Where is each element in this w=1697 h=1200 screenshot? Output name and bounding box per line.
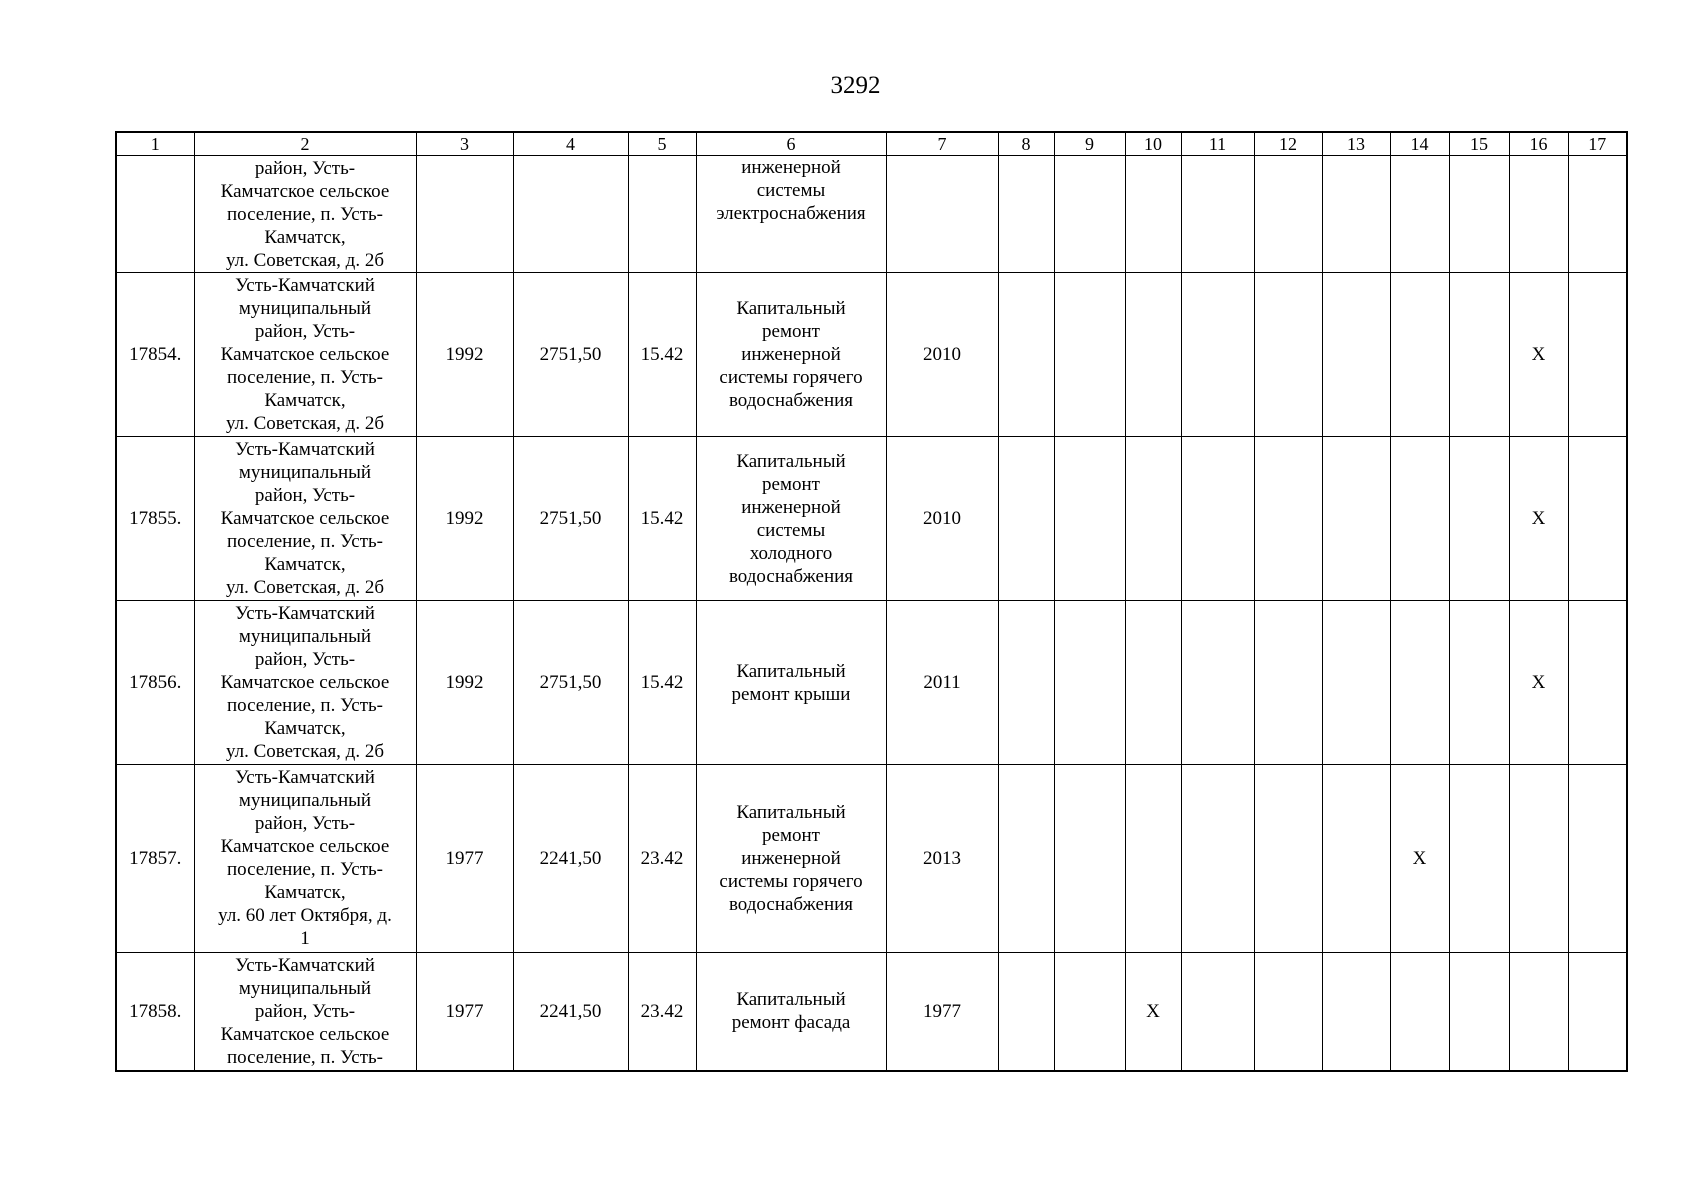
total-area: 2241,50	[513, 953, 628, 1071]
column-header-16: 16	[1509, 132, 1568, 156]
mark-col-14	[1390, 273, 1449, 437]
mark-col-12	[1254, 156, 1322, 273]
work-type-line: инженерной	[741, 848, 841, 869]
plan-year	[886, 156, 998, 273]
object-address-line: Камчатское сельское	[220, 508, 390, 529]
mark-col-11	[1181, 437, 1254, 601]
object-address-line: 1	[300, 928, 310, 949]
work-type-line: Капитальный	[736, 660, 846, 682]
column-header-2: 2	[194, 132, 416, 156]
work-type-line: инженерной	[741, 157, 841, 178]
column-header-5: 5	[628, 132, 696, 156]
mark-col-13	[1322, 437, 1390, 601]
object-address-line: Камчатск,	[264, 227, 346, 248]
object-address-line: поселение, п. Усть-	[227, 204, 383, 225]
mark-col-16: X	[1509, 601, 1568, 765]
column-header-13: 13	[1322, 132, 1390, 156]
mark-col-16	[1509, 953, 1568, 1071]
mark-col-11	[1181, 156, 1254, 273]
mark-col-11	[1181, 601, 1254, 765]
work-type-line: системы горячего	[719, 871, 863, 892]
wear-value	[628, 156, 696, 273]
object-address-line: район, Усть-	[254, 158, 356, 179]
mark-col-9	[1054, 437, 1125, 601]
row-number: 17856.	[116, 601, 194, 765]
mark-col-11	[1181, 273, 1254, 437]
table-row	[116, 273, 1627, 437]
object-address	[194, 953, 416, 1071]
mark-col-13	[1322, 953, 1390, 1071]
object-address	[194, 437, 416, 601]
object-address-line: Камчатское сельское	[220, 344, 390, 365]
total-area: 2241,50	[513, 765, 628, 953]
construction-year: 1992	[416, 601, 513, 765]
work-type-line: Капитальный	[736, 450, 846, 472]
work-type	[696, 953, 886, 1071]
object-address	[194, 273, 416, 437]
object-address-line: район, Усть-	[254, 321, 356, 342]
mark-col-14: X	[1390, 765, 1449, 953]
page-number: 3292	[830, 72, 881, 99]
object-address-line: район, Усть-	[254, 1001, 356, 1022]
mark-col-12	[1254, 765, 1322, 953]
mark-col-17	[1568, 437, 1627, 601]
mark-col-12	[1254, 601, 1322, 765]
work-type-line: Капитальный	[736, 298, 846, 319]
work-type	[696, 156, 886, 273]
mark-col-14	[1390, 156, 1449, 273]
mark-col-10	[1125, 156, 1181, 273]
row-number	[116, 156, 194, 273]
mark-col-14	[1390, 953, 1449, 1071]
object-address-line: поселение, п. Усть-	[227, 1047, 383, 1068]
work-type-line: ремонт	[762, 825, 820, 846]
object-address	[194, 601, 416, 765]
work-type-line: Капитальный	[736, 989, 846, 1011]
work-type-line: системы	[756, 519, 826, 541]
column-header-15: 15	[1449, 132, 1509, 156]
object-address-line: муниципальный	[238, 626, 372, 647]
total-area: 2751,50	[513, 437, 628, 601]
mark-col-13	[1322, 601, 1390, 765]
plan-year: 1977	[886, 953, 998, 1071]
wear-value: 23.42	[628, 765, 696, 953]
mark-col-17	[1568, 765, 1627, 953]
object-address-line: район, Усть-	[254, 485, 356, 506]
column-header-17: 17	[1568, 132, 1627, 156]
work-type-line: ремонт крыши	[731, 683, 851, 705]
mark-col-9	[1054, 765, 1125, 953]
object-address-line: Камчатское сельское	[220, 672, 390, 693]
mark-col-13	[1322, 156, 1390, 273]
object-address-line: поселение, п. Усть-	[227, 695, 383, 716]
work-type-line: холодного	[749, 542, 833, 564]
mark-col-8	[998, 601, 1054, 765]
mark-col-17	[1568, 156, 1627, 273]
mark-col-8	[998, 273, 1054, 437]
mark-col-13	[1322, 273, 1390, 437]
mark-col-16: X	[1509, 273, 1568, 437]
table-row	[116, 953, 1627, 1071]
mark-col-17	[1568, 601, 1627, 765]
mark-col-9	[1054, 601, 1125, 765]
mark-col-15	[1449, 765, 1509, 953]
mark-col-9	[1054, 156, 1125, 273]
table-row	[116, 437, 1627, 601]
plan-year: 2010	[886, 437, 998, 601]
mark-col-16	[1509, 765, 1568, 953]
work-type-line: водоснабжения	[728, 390, 854, 411]
total-area: 2751,50	[513, 273, 628, 437]
column-header-3: 3	[416, 132, 513, 156]
mark-col-10	[1125, 273, 1181, 437]
plan-year: 2013	[886, 765, 998, 953]
work-type-line: водоснабжения	[728, 565, 854, 587]
object-address-line: муниципальный	[238, 790, 372, 811]
mark-col-17	[1568, 953, 1627, 1071]
mark-col-8	[998, 953, 1054, 1071]
object-address-line: Камчатск,	[264, 390, 346, 411]
total-area	[513, 156, 628, 273]
construction-year: 1992	[416, 273, 513, 437]
object-address-line: Камчатское сельское	[220, 1024, 390, 1045]
mark-col-14	[1390, 601, 1449, 765]
object-address-line: ул. Советская, д. 2б	[225, 741, 385, 762]
construction-year: 1992	[416, 437, 513, 601]
work-type-line: ремонт	[762, 473, 820, 495]
wear-value: 15.42	[628, 437, 696, 601]
column-header-6: 6	[696, 132, 886, 156]
work-type-line: Капитальный	[736, 802, 846, 823]
mark-col-11	[1181, 953, 1254, 1071]
object-address-line: поселение, п. Усть-	[227, 367, 383, 388]
object-address-line: Усть-Камчатский	[235, 603, 375, 624]
object-address-line: ул. Советская, д. 2б	[225, 413, 385, 434]
mark-col-16	[1509, 156, 1568, 273]
mark-col-10	[1125, 601, 1181, 765]
table-row	[116, 765, 1627, 953]
column-header-14: 14	[1390, 132, 1449, 156]
column-header-12: 12	[1254, 132, 1322, 156]
object-address-line: поселение, п. Усть-	[227, 859, 383, 880]
work-type-line: электроснабжения	[716, 203, 866, 224]
wear-value: 15.42	[628, 273, 696, 437]
mark-col-11	[1181, 765, 1254, 953]
mark-col-12	[1254, 273, 1322, 437]
object-address-line: Камчатское сельское	[220, 836, 390, 857]
work-type	[696, 273, 886, 437]
object-address-line: поселение, п. Усть-	[227, 531, 383, 552]
object-address	[194, 156, 416, 273]
wear-value: 23.42	[628, 953, 696, 1071]
total-area: 2751,50	[513, 601, 628, 765]
object-address-line: Усть-Камчатский	[235, 275, 375, 296]
work-type-line: ремонт	[762, 321, 820, 342]
column-header-4: 4	[513, 132, 628, 156]
object-address-line: муниципальный	[238, 298, 372, 319]
object-address	[194, 765, 416, 953]
mark-col-12	[1254, 953, 1322, 1071]
construction-year: 1977	[416, 953, 513, 1071]
object-address-line: Камчатск,	[264, 554, 346, 575]
construction-year: 1977	[416, 765, 513, 953]
row-number: 17854.	[116, 273, 194, 437]
column-header-9: 9	[1054, 132, 1125, 156]
mark-col-17	[1568, 273, 1627, 437]
work-type	[696, 765, 886, 953]
work-type-line: водоснабжения	[728, 894, 854, 915]
repair-schedule-table	[115, 131, 1628, 1072]
object-address-line: Усть-Камчатский	[235, 767, 375, 788]
mark-col-12	[1254, 437, 1322, 601]
object-address-line: Камчатское сельское	[220, 181, 390, 202]
column-header-10: 10	[1125, 132, 1181, 156]
wear-value: 15.42	[628, 601, 696, 765]
column-header-row	[116, 132, 1627, 156]
object-address-line: муниципальный	[238, 978, 372, 999]
plan-year: 2011	[886, 601, 998, 765]
object-address-line: Камчатск,	[264, 882, 346, 903]
column-header-1: 1	[116, 132, 194, 156]
object-address-line: район, Усть-	[254, 649, 356, 670]
column-header-8: 8	[998, 132, 1054, 156]
mark-col-15	[1449, 437, 1509, 601]
work-type-line: ремонт фасада	[731, 1012, 851, 1034]
object-address-line: район, Усть-	[254, 813, 356, 834]
object-address-line: Усть-Камчатский	[235, 439, 375, 460]
mark-col-15	[1449, 273, 1509, 437]
table-row	[116, 156, 1627, 273]
mark-col-10: X	[1125, 953, 1181, 1071]
mark-col-13	[1322, 765, 1390, 953]
mark-col-10	[1125, 765, 1181, 953]
work-type-line: инженерной	[741, 344, 841, 365]
object-address-line: ул. Советская, д. 2б	[225, 577, 385, 598]
work-type-line: системы	[756, 180, 826, 201]
plan-year: 2010	[886, 273, 998, 437]
mark-col-16: X	[1509, 437, 1568, 601]
work-type	[696, 437, 886, 601]
column-header-11: 11	[1181, 132, 1254, 156]
mark-col-10	[1125, 437, 1181, 601]
object-address-line: Камчатск,	[264, 718, 346, 739]
mark-col-15	[1449, 953, 1509, 1071]
work-type-line: системы горячего	[719, 367, 863, 388]
mark-col-8	[998, 156, 1054, 273]
row-number: 17855.	[116, 437, 194, 601]
object-address-line: Усть-Камчатский	[235, 955, 375, 976]
object-address-line: ул. 60 лет Октября, д.	[218, 905, 392, 926]
table-row	[116, 601, 1627, 765]
mark-col-9	[1054, 953, 1125, 1071]
mark-col-8	[998, 437, 1054, 601]
mark-col-14	[1390, 437, 1449, 601]
mark-col-15	[1449, 156, 1509, 273]
mark-col-15	[1449, 601, 1509, 765]
row-number: 17858.	[116, 953, 194, 1071]
work-type-line: инженерной	[741, 496, 841, 518]
construction-year	[416, 156, 513, 273]
mark-col-9	[1054, 273, 1125, 437]
object-address-line: ул. Советская, д. 2б	[225, 250, 385, 271]
work-type	[696, 601, 886, 765]
object-address-line: муниципальный	[238, 462, 372, 483]
mark-col-8	[998, 765, 1054, 953]
column-header-7: 7	[886, 132, 998, 156]
row-number: 17857.	[116, 765, 194, 953]
